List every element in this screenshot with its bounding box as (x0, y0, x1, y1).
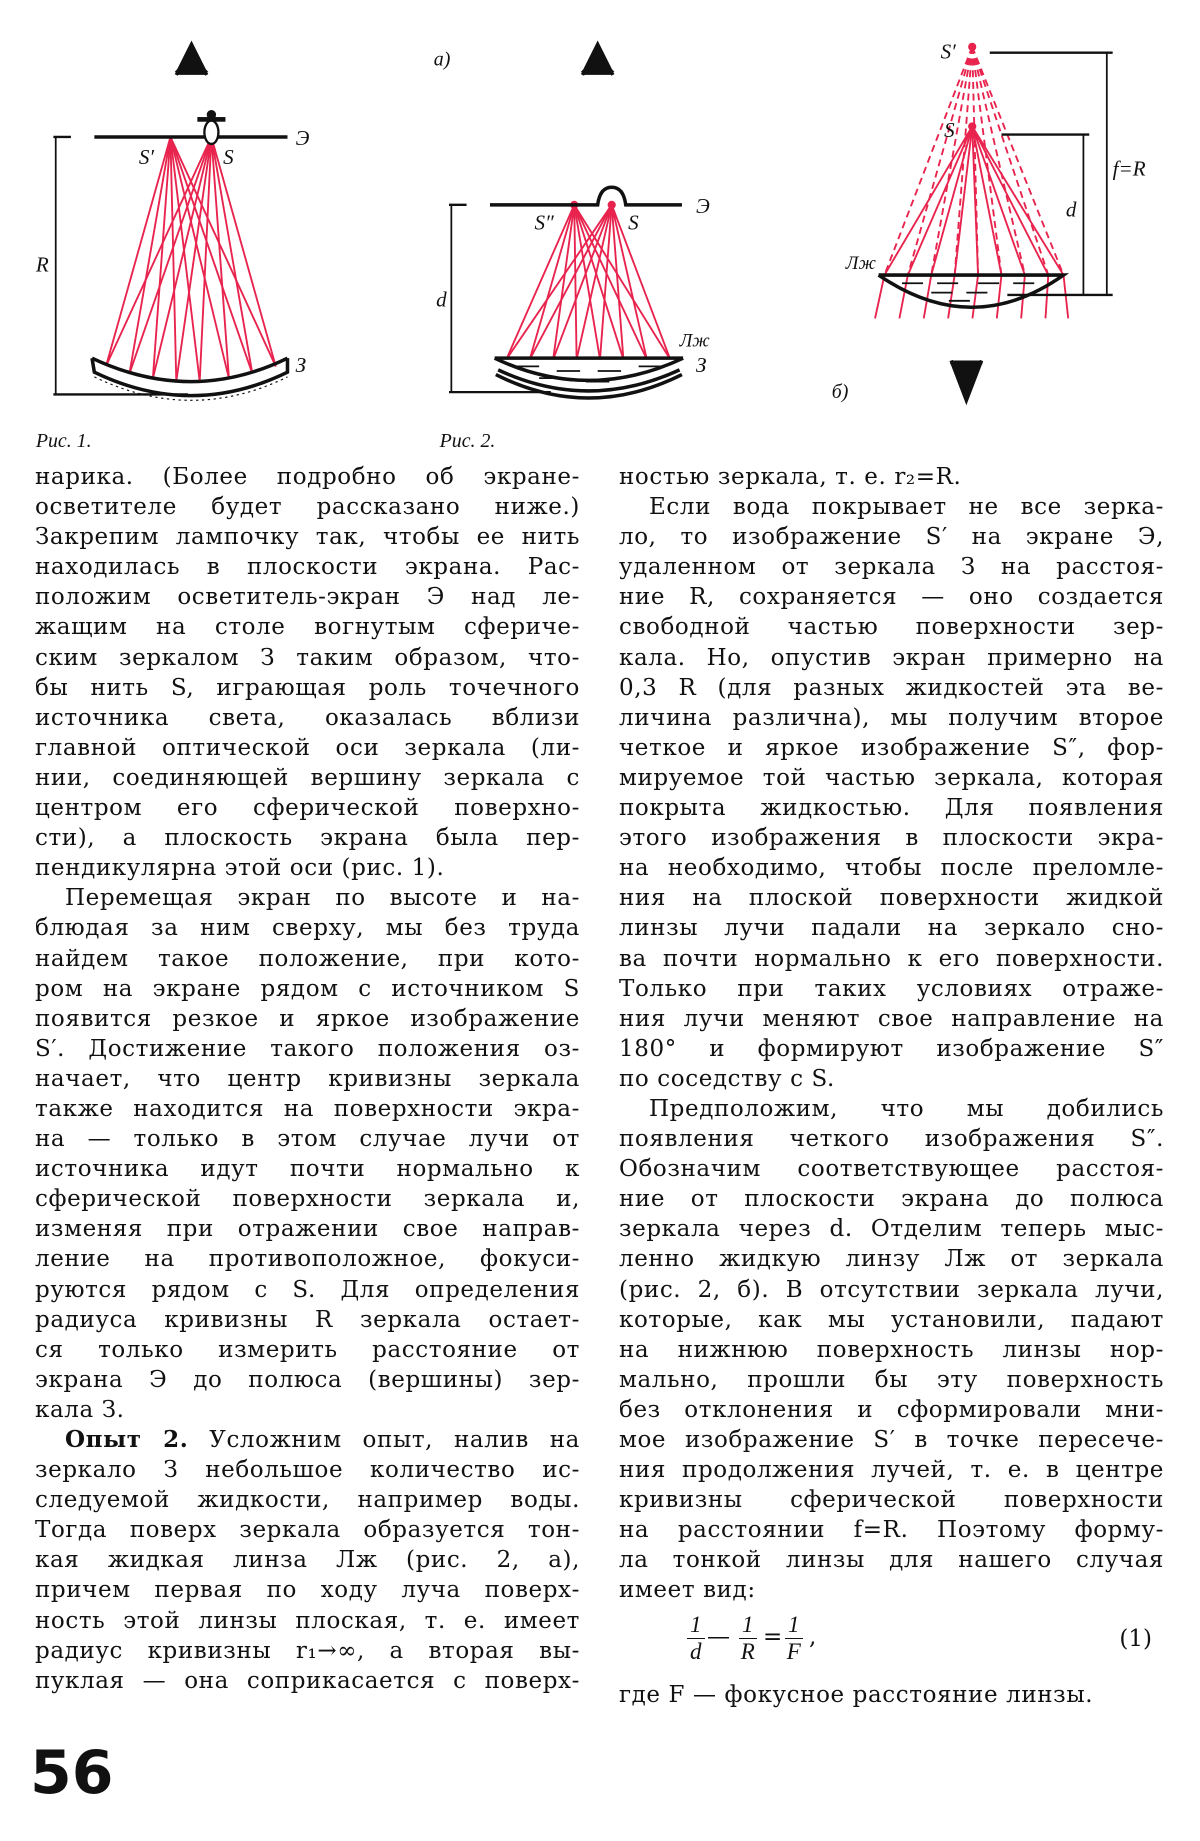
label-distance: d (436, 287, 447, 312)
text-line-content: зеркала через d. Отделим теперь мыс- (619, 1216, 1164, 1243)
text-line-content: появления четкого изображения S″. (619, 1126, 1164, 1153)
caption-fig-2: Рис. 2. (439, 430, 496, 453)
label-radius: R (35, 252, 49, 277)
text-line (619, 522, 1164, 552)
text-line (35, 1214, 580, 1244)
text-line-content: находилась в плоскости экрана. Рас- (35, 554, 580, 581)
text-line (35, 1606, 580, 1636)
text-line (35, 763, 580, 793)
text-line-content: источника света, оказалась вблизи (35, 704, 580, 731)
text-line-content: ло, то изображение S′ на экране Э, (619, 524, 1164, 551)
text-line-content: ние от плоскости экрана до полюса (619, 1186, 1164, 1213)
label-screen: Э (695, 194, 710, 219)
text-line (35, 703, 580, 733)
light-ray (875, 275, 884, 318)
light-ray (170, 137, 275, 367)
light-ray (129, 137, 170, 373)
text-line (35, 1184, 580, 1214)
text-line-content: (рис. 2, б). В отсутствии зеркала лучи, (619, 1276, 1164, 1303)
text-line (619, 1004, 1164, 1034)
light-rays (106, 43, 1068, 382)
text-line-content: мально, прошли бы эту поверхность (619, 1366, 1164, 1393)
text-line (619, 1214, 1164, 1244)
label-mirror: З (295, 353, 307, 378)
panel-label-b: б) (831, 380, 849, 403)
text-line-content: на нижнюю поверхность линзы нор- (619, 1336, 1164, 1363)
text-line (619, 612, 1164, 642)
text-line (35, 1515, 580, 1545)
label-lens: Лж (845, 253, 876, 275)
light-ray (211, 137, 275, 367)
text-line (35, 582, 580, 612)
text-line-content: без отклонения и сформировали мни- (619, 1396, 1164, 1423)
text-line-content: радиуса кривизны R зеркала остает- (35, 1306, 580, 1333)
text-line (35, 1485, 580, 1515)
text-line-content: пендикулярна этой оси (рис. 1). (35, 855, 445, 882)
text-line-content: ление на противоположное, фокуси- (35, 1246, 580, 1273)
text-line (35, 1636, 580, 1666)
minus-sign: — (707, 1624, 730, 1650)
text-line-content: также находится на поверхности экра- (35, 1095, 580, 1122)
label-lens: Лж (679, 330, 710, 352)
label-screen: Э (295, 126, 310, 151)
light-ray (948, 275, 955, 318)
text-line-content: руются рядом с S. Для определения (35, 1276, 580, 1303)
text-line (35, 492, 580, 522)
text-line (619, 1545, 1164, 1575)
bold-heading: Опыт 2. (65, 1426, 189, 1453)
text-line (35, 462, 580, 492)
text-line-content: блюдая за ним сверху, мы без труда (35, 915, 580, 942)
text-line (35, 1305, 580, 1335)
text-line (619, 763, 1164, 793)
text-line-content: четкое и яркое изображение S″, фор- (619, 734, 1164, 761)
screen (490, 187, 682, 205)
text-line (35, 1034, 580, 1064)
text-line (35, 1064, 580, 1094)
text-line (35, 1244, 580, 1274)
label-s-double-prime: S″ (534, 210, 554, 235)
text-column-left (35, 462, 580, 1696)
text-line (35, 522, 580, 552)
text-line (619, 582, 1164, 612)
text-line-content: Обозначим соответствующее расстоя- (619, 1156, 1164, 1183)
figure-2a (434, 44, 710, 452)
text-line-content: мое изображение S′ в точке пересече- (619, 1427, 1164, 1453)
label-distance: d (1065, 197, 1077, 222)
light-ray (884, 126, 972, 275)
light-ray (1064, 275, 1069, 318)
text-line-content: жащим на столе вогнутым сфериче- (35, 614, 580, 641)
text-line (619, 913, 1164, 943)
text-line (619, 1455, 1164, 1485)
text-line (35, 1335, 580, 1365)
text-line (619, 1335, 1164, 1365)
text-line (619, 1575, 1164, 1605)
text-line (35, 1666, 580, 1696)
label-s: S (628, 210, 639, 235)
figures (0, 0, 1200, 460)
text-line-content: пуклая — она соприкасается с поверх- (35, 1667, 580, 1694)
text-line-content: кая жидкая линза Лж (рис. 2, а), (35, 1547, 580, 1574)
text-line (35, 1094, 580, 1124)
text-line (619, 1124, 1164, 1154)
light-ray (972, 126, 1048, 275)
point-source-marker (968, 43, 976, 51)
text-line-content: сти), а плоскость экрана была пер- (35, 825, 580, 852)
text-line (35, 1425, 580, 1455)
light-ray (1045, 275, 1048, 318)
text-line (619, 462, 1164, 492)
text-line (619, 793, 1164, 823)
text-line-content: ния лучи меняют свое направление на (619, 1005, 1164, 1032)
text-line-content: ла тонкой линзы для нашего случая (619, 1547, 1164, 1574)
text-line-content: главной оптической оси зеркала (ли- (35, 734, 580, 761)
equation-number: (1) (1119, 1626, 1152, 1652)
text-line-content: найдем такое положение, при кото- (35, 945, 580, 972)
text-column-right (619, 462, 1164, 1606)
text-line (619, 1395, 1164, 1425)
text-line-content: сферической поверхности зеркала и, (35, 1186, 580, 1213)
text-line-content: нарика. (Более подробно об экране- (35, 464, 580, 490)
text-line-content: 180° и формируют изображение S″ (619, 1035, 1164, 1062)
closing-line (619, 1680, 1164, 1710)
text-line (35, 944, 580, 974)
text-line-content: удаленном от зеркала З на расстоя- (619, 554, 1164, 581)
text-line (35, 1455, 580, 1485)
text-line (619, 492, 1164, 522)
text-line (35, 673, 580, 703)
text-line-content: изменяя при отражении свое направ- (35, 1216, 580, 1243)
text-line (35, 913, 580, 943)
text-line: где F — фокусное расстояние линзы. (619, 1682, 1094, 1708)
eye-icon (951, 361, 981, 401)
text-line (619, 1485, 1164, 1515)
text-line-content: ся только измерить расстояние от (35, 1336, 580, 1363)
text-line (35, 552, 580, 582)
text-line (619, 1275, 1164, 1305)
text-line (619, 974, 1164, 1004)
text-line (619, 552, 1164, 582)
light-ray (997, 275, 1002, 318)
point-source-marker (608, 201, 616, 209)
text-line-content: по соседству с S. (619, 1065, 835, 1092)
text-line-content: ностью зеркала, т. е. r₂=R. (619, 464, 962, 490)
text-line-content: Предположим, что мы добились (649, 1095, 1164, 1122)
text-line-content: кала З. (35, 1396, 125, 1423)
text-line-content: ние R, сохраняется — оно создается (619, 584, 1164, 611)
text-line (619, 823, 1164, 853)
equals-sign: = (763, 1624, 783, 1650)
text-line-content: появится резкое и яркое изображение (35, 1005, 580, 1032)
light-ray (574, 205, 576, 360)
text-line-content: Тогда поверх зеркала образуется тон- (35, 1517, 580, 1544)
text-line (35, 1395, 580, 1425)
text-line (35, 1275, 580, 1305)
text-line-content: экрана Э до полюса (вершины) зер- (35, 1366, 580, 1393)
label-s-prime: S′ (138, 144, 154, 169)
text-line-content: осветителе будет рассказано ниже.) (35, 494, 580, 521)
text-line-content: источника идут почти нормально к (35, 1156, 580, 1183)
text-line-content: 0,3 R (для разных жидкостей эта ве- (619, 674, 1164, 701)
text-line (619, 643, 1164, 673)
text-line-content: ность этой линзы плоская, т. е. имеет (35, 1607, 580, 1634)
text-line (35, 1575, 580, 1605)
thin-lens-formula (619, 1612, 1164, 1670)
text-line (35, 974, 580, 1004)
text-line (35, 823, 580, 853)
caption-fig-1: Рис. 1. (35, 430, 92, 453)
label-focal: f=R (1112, 156, 1146, 181)
page-number: 56 (30, 1738, 114, 1808)
text-line-content: кривизны сферической поверхности (619, 1487, 1164, 1514)
text-line-content: Перемещая экран по высоте и на- (65, 885, 580, 912)
text-line (35, 853, 580, 883)
text-line (619, 883, 1164, 913)
text-line (619, 853, 1164, 883)
text-line-content: Усложним опыт, налив на (188, 1427, 580, 1453)
text-line-content: имеет вид: (619, 1577, 756, 1604)
text-line (619, 1305, 1164, 1335)
text-line-content: S′. Достижение такого положения оз- (35, 1035, 580, 1062)
text-line (619, 1425, 1164, 1455)
label-s: S (944, 117, 955, 142)
eye-icon (176, 44, 206, 74)
text-line-content: личина различна), мы получим второе (619, 704, 1164, 731)
text-line (35, 1124, 580, 1154)
eye-icon (582, 44, 612, 74)
text-line-content: ским зеркалом З таким образом, что- (35, 644, 580, 671)
label-mirror: З (695, 353, 707, 378)
light-ray (899, 275, 907, 318)
label-s-prime: S′ (940, 39, 956, 64)
text-line-content: Если вода покрывает не все зерка- (649, 494, 1164, 521)
text-line (619, 1365, 1164, 1395)
light-ray (924, 275, 931, 318)
text-line (619, 944, 1164, 974)
text-line (35, 1365, 580, 1395)
text-line-content: бы нить S, играющая роль точечного (35, 674, 580, 701)
light-ray (106, 137, 170, 366)
text-line-content: нии, соединяющей вершину зеркала с (35, 764, 580, 791)
text-line-content: следуемой жидкости, например воды. (35, 1487, 580, 1514)
text-line (619, 1154, 1164, 1184)
text-line-content: покрыта жидкостью. Для появления (619, 795, 1164, 822)
text-line-content: ния на плоской поверхности жидкой (619, 885, 1164, 912)
text-line (619, 1094, 1164, 1124)
point-source-marker (968, 122, 976, 130)
text-line (35, 612, 580, 642)
label-s: S (223, 144, 234, 169)
text-line (619, 673, 1164, 703)
text-line-content: на необходимо, чтобы после преломле- (619, 855, 1164, 882)
text-line (35, 1004, 580, 1034)
text-line-content: этого изображения в плоскости экра- (619, 825, 1164, 852)
text-line-content: на расстоянии f=R. Поэтому форму- (619, 1517, 1164, 1544)
text-line-content: ния продолжения лучей, т. е. в центре (619, 1457, 1164, 1484)
comma: , (809, 1624, 817, 1650)
text-line (619, 703, 1164, 733)
text-line-content: ва почти нормально к его поверхности. (619, 945, 1164, 972)
fraction-1-over-d: $\frac{1}{d}$ (687, 1612, 705, 1665)
text-line-content: положим осветитель-экран Э над ле- (35, 584, 580, 611)
text-line-content: кала. Но, опустив экран примерно на (619, 644, 1164, 671)
panel-label-a: а) (433, 48, 451, 71)
text-line (619, 1064, 1164, 1094)
text-line (35, 643, 580, 673)
text-line (619, 1515, 1164, 1545)
text-line-content: Закрепим лампочку так, чтобы ее нить (35, 524, 580, 551)
text-line-content: на — только в этом случае лучи от (35, 1126, 580, 1153)
light-ray (931, 126, 972, 275)
text-line-content: ленно жидкую линзу Лж от зеркала (619, 1246, 1164, 1273)
text-line-content: радиус кривизны r₁→∞, а вторая вы- (35, 1637, 580, 1664)
text-line (35, 733, 580, 763)
text-line-content: зеркало З небольшое количество ис- (35, 1457, 580, 1484)
text-line-content: линзы лучи падали на зеркало сно- (619, 915, 1164, 942)
text-line-content: ром на экране рядом с источником S (35, 975, 580, 1002)
text-line (35, 1154, 580, 1184)
text-line-content: которые, как мы установили, падают (619, 1306, 1164, 1333)
text-line-content: начает, что центр кривизны зеркала (35, 1065, 580, 1092)
text-line (619, 733, 1164, 763)
text-line-content: Только при таких условиях отраже- (619, 975, 1164, 1002)
text-line (619, 1184, 1164, 1214)
text-line (35, 883, 580, 913)
text-line-content: свободной частью поверхности зер- (619, 614, 1164, 641)
text-line (35, 793, 580, 823)
text-line (619, 1034, 1164, 1064)
lamp-icon (197, 110, 225, 144)
light-ray (972, 275, 978, 318)
text-line (619, 1244, 1164, 1274)
text-line-content: причем первая по ходу луча поверх- (35, 1577, 580, 1604)
mirror (92, 358, 287, 395)
text-line-content: мируемое той частью зеркала, которая (619, 764, 1164, 791)
light-ray (211, 137, 252, 374)
fraction-1-over-r: $\frac{1}{R}$ (740, 1612, 755, 1664)
fraction-1-over-f: $\frac{1}{F}$ (786, 1612, 801, 1664)
text-line-content: центром его сферической поверхно- (35, 795, 580, 822)
text-line (35, 1545, 580, 1575)
